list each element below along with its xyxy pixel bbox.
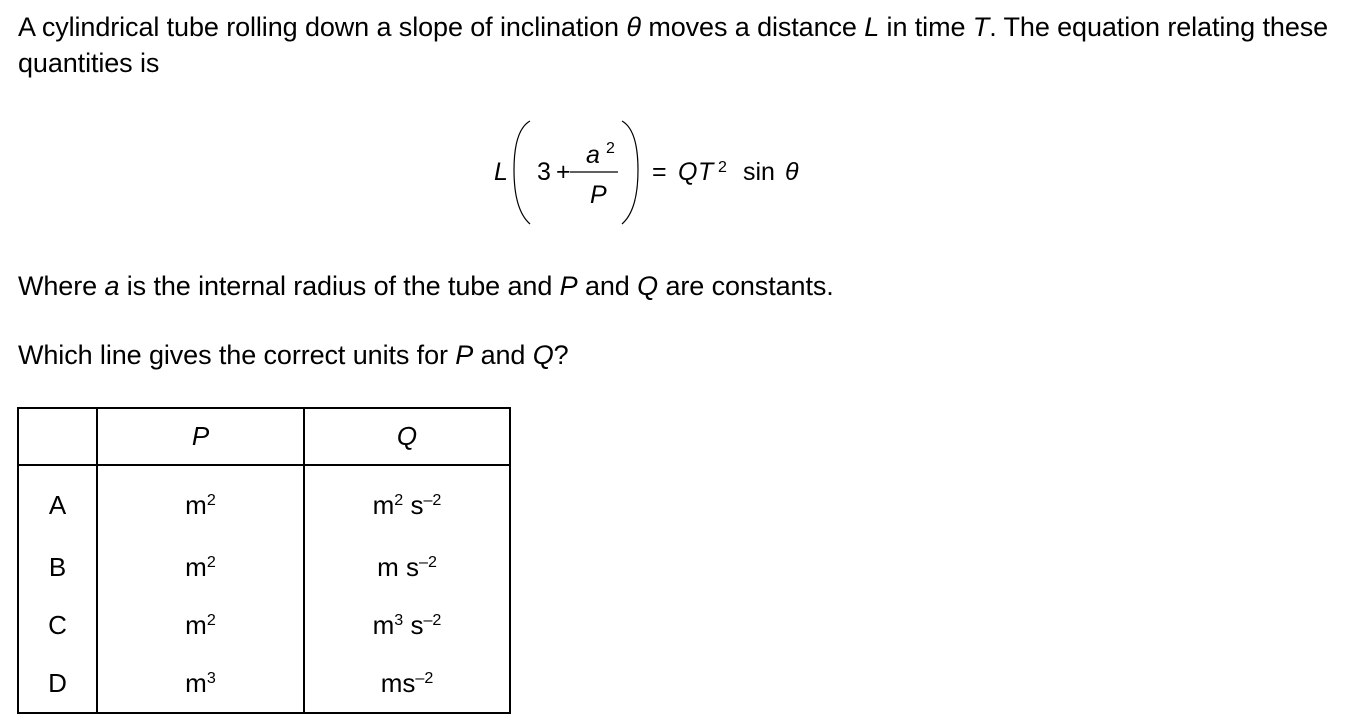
unit-exponent: –2 — [423, 610, 442, 629]
option-row-b[interactable] — [18, 538, 510, 596]
var-Q: Q — [637, 271, 659, 301]
desc-text: Where — [18, 271, 105, 301]
var-P: P — [455, 340, 474, 370]
eq-Q: Q — [678, 158, 698, 186]
var-a: a — [104, 271, 120, 301]
intro-text: A cylindrical tube rolling down a slope of inclination — [18, 12, 627, 42]
unit-base: m — [185, 667, 207, 698]
header-Q: Q — [304, 408, 510, 465]
q-unit — [304, 654, 510, 713]
p-unit — [97, 465, 304, 538]
eq-numerator-exponent: 2 — [606, 140, 615, 157]
q-unit — [304, 465, 510, 538]
eq-three: 3 — [537, 158, 551, 186]
unit-base: m — [185, 609, 207, 640]
equation — [488, 114, 818, 232]
table-header-row — [18, 408, 510, 465]
eq-sin: sin — [743, 158, 775, 186]
p-unit — [97, 538, 304, 596]
question-prompt — [18, 337, 569, 373]
unit-base: m — [380, 667, 403, 698]
intro-text: in time — [879, 12, 973, 42]
intro-text: moves a distance — [640, 12, 865, 42]
eq-denominator-P: P — [590, 181, 607, 209]
unit-exponent: –2 — [418, 552, 437, 571]
prompt-text: Which line gives the correct units for — [18, 340, 456, 370]
option-row-a[interactable] — [18, 465, 510, 538]
option-label[interactable]: B — [18, 538, 97, 596]
prompt-text: and — [473, 340, 533, 370]
var-L: L — [864, 12, 880, 42]
unit-base: m — [185, 551, 207, 582]
option-row-d[interactable] — [18, 654, 510, 713]
p-unit — [97, 596, 304, 654]
unit-base: m — [377, 551, 399, 582]
eq-theta: θ — [785, 158, 799, 186]
unit-base: s — [398, 551, 419, 582]
unit-base: m — [372, 609, 395, 640]
unit-exponent: 3 — [394, 610, 404, 629]
question-intro — [18, 9, 1343, 81]
right-paren — [622, 121, 638, 224]
unit-exponent: 3 — [206, 668, 216, 687]
desc-text: and — [577, 271, 638, 301]
theta-symbol: θ — [626, 12, 641, 42]
option-row-c[interactable] — [18, 596, 510, 654]
eq-L: L — [494, 158, 508, 186]
constants-description — [18, 268, 834, 304]
unit-base: s — [403, 489, 424, 520]
var-Q: Q — [532, 340, 554, 370]
option-label[interactable]: C — [18, 596, 97, 654]
header-blank — [18, 408, 97, 465]
prompt-text: ? — [553, 340, 569, 370]
unit-base: s — [403, 609, 424, 640]
unit-base: m — [372, 489, 395, 520]
header-P: P — [97, 408, 304, 465]
eq-T: T — [698, 158, 714, 186]
unit-exponent: 2 — [394, 490, 404, 509]
desc-text: are constants. — [658, 271, 834, 301]
unit-base: m — [185, 489, 207, 520]
unit-base: s — [402, 667, 416, 698]
eq-T-exponent: 2 — [718, 159, 727, 176]
unit-exponent: –2 — [415, 668, 434, 687]
eq-equals: = — [652, 158, 667, 186]
option-label[interactable]: A — [18, 465, 97, 538]
unit-exponent: 2 — [206, 610, 216, 629]
desc-text: is the internal radius of the tube and — [119, 271, 560, 301]
eq-plus: + — [556, 158, 571, 186]
intro-text: . The equation relating these quantities is — [18, 12, 1329, 78]
var-T: T — [972, 12, 990, 42]
option-label[interactable]: D — [18, 654, 97, 713]
var-P: P — [559, 271, 578, 301]
left-paren — [514, 121, 530, 224]
p-unit — [97, 654, 304, 713]
unit-exponent: 2 — [206, 552, 216, 571]
eq-numerator-a: a — [586, 141, 600, 169]
q-unit — [304, 596, 510, 654]
unit-exponent: 2 — [206, 490, 216, 509]
answer-table — [17, 407, 511, 714]
q-unit — [304, 538, 510, 596]
unit-exponent: –2 — [423, 490, 442, 509]
